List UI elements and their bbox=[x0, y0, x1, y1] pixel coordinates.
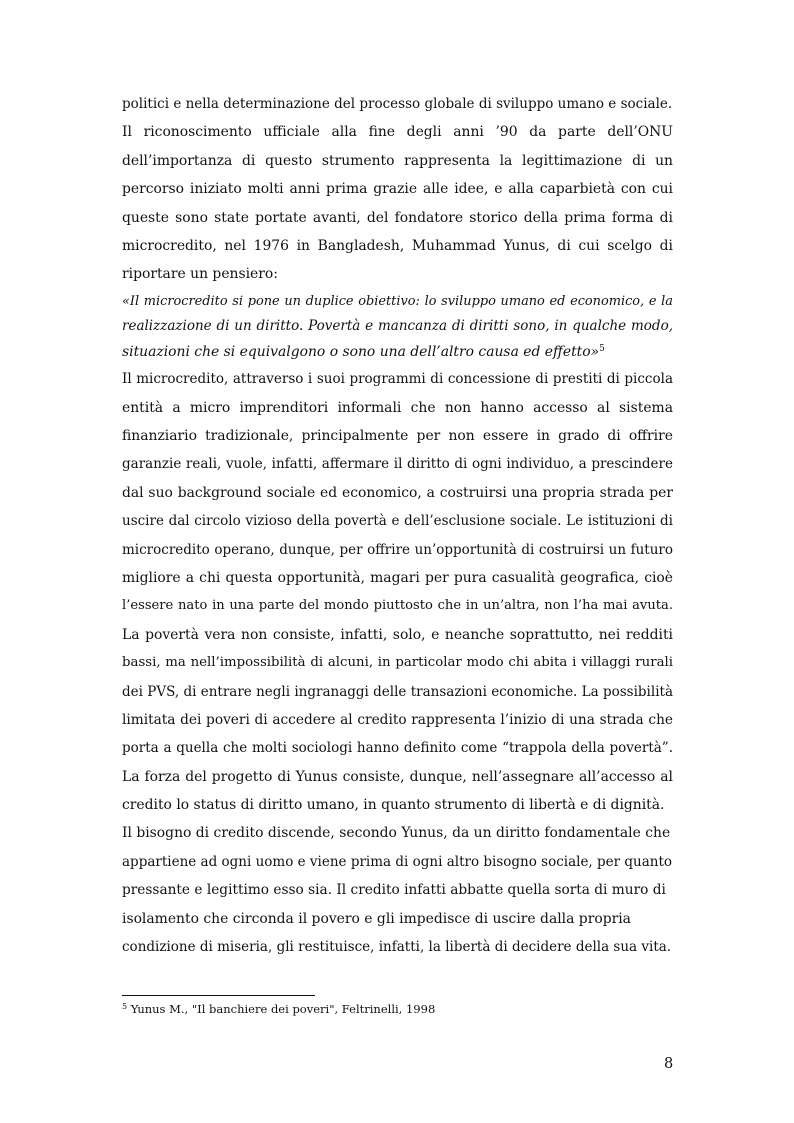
text-line: dal suo background sociale ed economico, a costruirsi una propria strada per bbox=[122, 484, 673, 501]
footnote-text: Yunus M., "Il banchiere dei poveri", Feltrinelli, 1998 bbox=[130, 1002, 436, 1016]
text-line: La forza del progetto di Yunus consiste, dunque, nell’assegnare all’accesso al bbox=[122, 768, 673, 785]
text-line: percorso iniziato molti anni prima grazie alle idee, e alla caparbietà con cui bbox=[122, 181, 673, 198]
text-line: microcredito, nel 1976 in Bangladesh, Muhammad Yunus, di cui scelgo di bbox=[122, 237, 673, 254]
text-line: appartiene ad ogni uomo e viene prima di ogni altro bisogno sociale, per quanto bbox=[122, 853, 673, 870]
text-line: dell’importanza di questo strumento rappresenta la legittimazione di un bbox=[122, 152, 673, 169]
text-line: microcredito operano, dunque, per offrire un’opportunità di costruirsi un futuro bbox=[122, 541, 673, 558]
text-line: Il bisogno di credito discende, secondo Yunus, da un diritto fondamentale che bbox=[122, 825, 671, 842]
text-line: uscire dal circolo vizioso della povertà e dell’esclusione sociale. Le istituzioni di bbox=[122, 513, 673, 530]
text-line: l’essere nato in una parte del mondo piuttosto che in un’altra, non l’ha mai avuta. bbox=[122, 598, 673, 614]
footnote bbox=[122, 1002, 435, 1016]
page-number: 8 bbox=[664, 1056, 674, 1072]
text-line: Il microcredito, attraverso i suoi programmi di concessione di prestiti di piccola bbox=[122, 371, 673, 388]
quote-text: situazioni che si equivalgono o sono una dell’altro causa ed effetto» bbox=[122, 343, 600, 360]
text-line: bassi, ma nell’impossibilità di alcuni, in particolar modo chi abita i villaggi rurali bbox=[122, 655, 673, 671]
body-text bbox=[122, 90, 673, 961]
text-line: condizione di miseria, gli restituisce, infatti, la libertà di decidere della sua vita. bbox=[122, 939, 672, 956]
quote-line: «Il microcredito si pone un duplice obiettivo: lo sviluppo umano ed economico, e la bbox=[122, 293, 673, 309]
text-line: limitata dei poveri di accedere al credito rappresenta l’inizio di una strada che bbox=[122, 711, 673, 728]
text-line: isolamento che circonda il povero e gli impedisce di uscire dalla propria bbox=[122, 910, 631, 927]
quote-line bbox=[122, 340, 673, 366]
text-line: finanziario tradizionale, principalmente per non essere in grado di offrire bbox=[122, 428, 673, 445]
text-line: Il riconoscimento ufficiale alla fine degli anni ’90 da parte dell’ONU bbox=[122, 124, 673, 141]
text-line: riportare un pensiero: bbox=[122, 266, 278, 283]
text-line: porta a quella che molti sociologi hanno definito come “trappola della povertà”. bbox=[122, 740, 673, 757]
text-line: La povertà vera non consiste, infatti, solo, e neanche soprattutto, nei redditi bbox=[122, 626, 673, 643]
footnote-ref: 5 bbox=[599, 343, 605, 354]
footnote-number: 5 bbox=[122, 1002, 128, 1011]
text-line: politici e nella determinazione del processo globale di sviluppo umano e sociale. bbox=[122, 96, 673, 112]
text-line: queste sono state portate avanti, del fondatore storico della prima forma di bbox=[122, 209, 673, 226]
text-line: dei PVS, di entrare negli ingranaggi delle transazioni economiche. La possibilità bbox=[122, 683, 673, 700]
text-line: entità a micro imprenditori informali che non hanno accesso al sistema bbox=[122, 399, 673, 416]
footnote-separator bbox=[122, 995, 315, 996]
text-line: garanzie reali, vuole, infatti, affermare il diritto di ogni individuo, a prescindere bbox=[122, 456, 673, 473]
text-line: credito lo status di diritto umano, in quanto strumento di libertà e di dignità. bbox=[122, 797, 665, 814]
text-line: migliore a chi questa opportunità, magari per pura casualità geografica, cioè bbox=[122, 569, 673, 586]
quote-line: realizzazione di un diritto. Povertà e mancanza di diritti sono, in qualche modo, bbox=[122, 318, 673, 335]
text-line: pressante e legittimo esso sia. Il credito infatti abbatte quella sorta di muro di bbox=[122, 882, 666, 899]
